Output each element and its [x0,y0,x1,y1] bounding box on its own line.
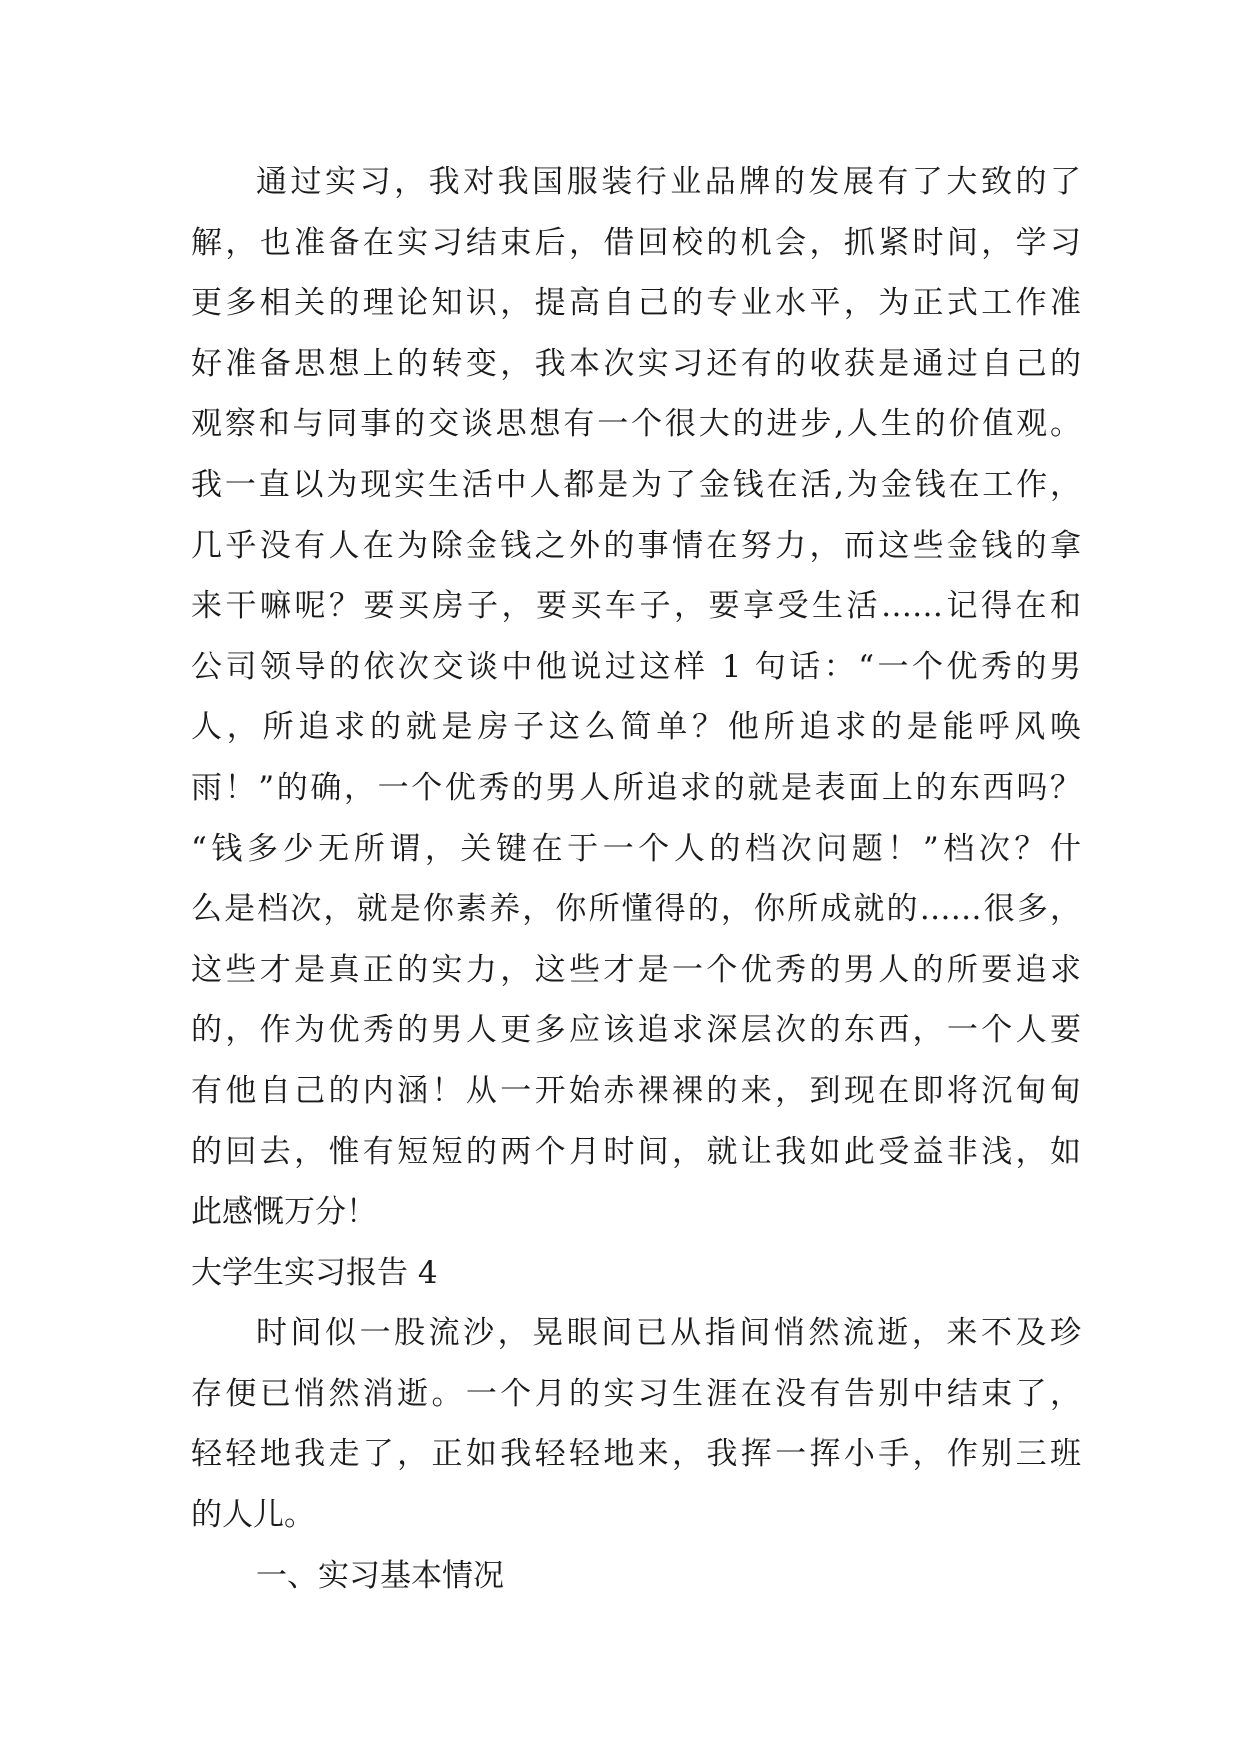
text-line: 几乎没有人在为除金钱之外的事情在努力，而这些金钱的拿 [191,527,1081,564]
section-heading: 一、实习基本情况 [256,1557,504,1594]
paragraph-2 [191,1303,1081,1545]
text-line: 有他自己的内涵！从一开始赤裸裸的来，到现在即将沉甸甸 [191,1072,1081,1109]
text-line: 人，所追求的就是房子这么简单？他所追求的是能呼风唤 [191,709,1081,746]
text-line: 通过实习，我对我国服装行业品牌的发展有了大致的了 [256,164,1081,200]
text-line: 的，作为优秀的男人更多应该追求深层次的东西，一个人要 [191,1012,1081,1049]
text-line: 解，也准备在实习结束后，借回校的机会，抓紧时间，学习 [191,224,1081,261]
text-line: 时间似一股流沙，晃眼间已从指间悄然流逝，来不及珍 [256,1315,1081,1352]
text-line: 更多相关的理论知识，提高自己的专业水平，为正式工作准 [191,285,1081,322]
report-heading: 大学生实习报告 4 [191,1254,438,1291]
text-line: 存便已悄然消逝。一个月的实习生涯在没有告别中结束了， [191,1375,1081,1412]
text-line: “钱多少无所谓，关键在于一个人的档次问题！”档次？什 [191,830,1081,867]
text-line: 好准备思想上的转变，我本次实习还有的收获是通过自己的 [191,345,1081,382]
paragraph-1 [191,152,1081,1243]
text-line: 公司领导的依次交谈中他说过这样 1 句话：“一个优秀的男 [191,648,1081,685]
text-line: 这些才是真正的实力，这些才是一个优秀的男人的所要追求 [191,951,1081,988]
text-line: 雨！”的确，一个优秀的男人所追求的就是表面上的东西吗？ [191,769,1081,806]
text-line: 来干嘛呢？要买房子，要买车子，要享受生活……记得在和 [191,588,1081,625]
text-line: 观察和与同事的交谈思想有一个很大的进步,人生的价值观。 [191,406,1081,443]
text-line: 的回去，惟有短短的两个月时间，就让我如此受益非浅，如 [191,1133,1081,1170]
text-line: 我一直以为现实生活中人都是为了金钱在活,为金钱在工作， [191,466,1081,503]
text-line: 的人儿。 [191,1497,315,1534]
text-line: 轻轻地我走了，正如我轻轻地来，我挥一挥小手，作别三班 [191,1436,1081,1473]
text-line: 么是档次，就是你素养，你所懂得的，你所成就的……很多， [191,891,1081,928]
text-line: 此感慨万分！ [191,1194,377,1231]
document-body [191,152,1081,1606]
